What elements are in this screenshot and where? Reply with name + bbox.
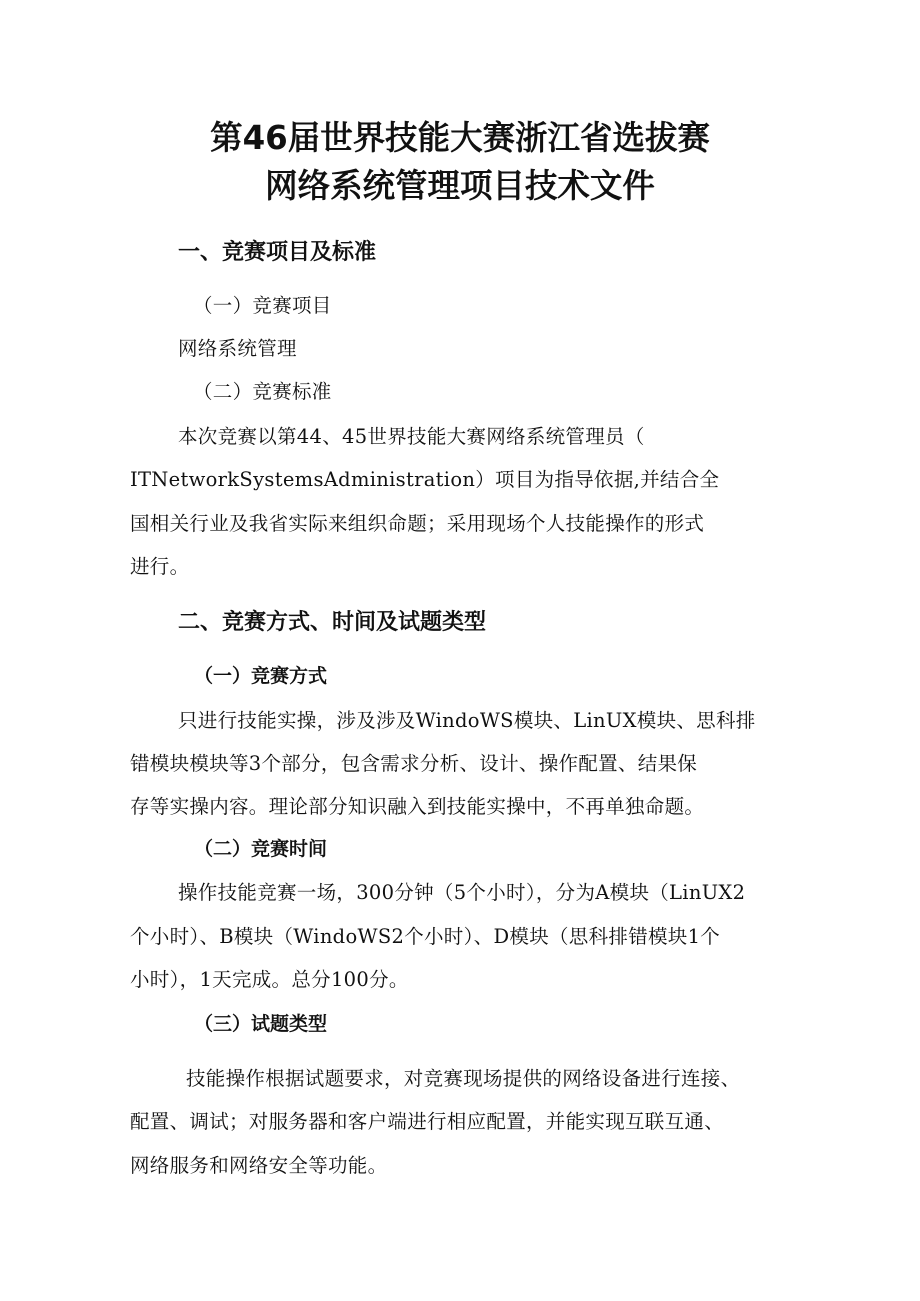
section-1-sub-1-heading: （一）竞赛项目 xyxy=(193,294,332,317)
paragraph-line: 错模块模块等3个部分，包含需求分析、设计、操作配置、结果保 xyxy=(130,752,698,775)
section-1-sub-2-heading: （二）竞赛标准 xyxy=(193,380,332,403)
paragraph-line: 小时），1天完成。总分100分。 xyxy=(130,968,409,991)
paragraph-line: ITNetworkSystemsAdministration）项目为指导依据,并结合全 xyxy=(130,468,720,491)
section-2-heading: 二、竞赛方式、时间及试题类型 xyxy=(178,610,487,635)
document-title-line-1: 第46届世界技能大赛浙江省选拔赛 xyxy=(210,118,710,157)
paragraph-line: 技能操作根据试题要求，对竞赛现场提供的网络设备进行连接、 xyxy=(186,1067,741,1090)
paragraph-line: 操作技能竞赛一场，300分钟（5个小时），分为A模块（LinUX2 xyxy=(178,881,746,904)
paragraph-line: 只进行技能实操，涉及涉及WindoWS模块、LinUX模块、思科排 xyxy=(178,709,756,732)
paragraph-line: 配置、调试；对服务器和客户端进行相应配置，并能实现互联互通、 xyxy=(130,1110,725,1133)
section-1-sub-1-text: 网络系统管理 xyxy=(178,337,297,360)
section-2-sub-1-heading: （一）竞赛方式 xyxy=(194,665,328,687)
section-2-sub-3-heading: （三）试题类型 xyxy=(194,1013,328,1035)
section-1-heading: 一、竞赛项目及标准 xyxy=(178,240,377,265)
paragraph-line: 网络服务和网络安全等功能。 xyxy=(130,1154,388,1177)
paragraph-line: 国相关行业及我省实际来组织命题；采用现场个人技能操作的形式 xyxy=(130,512,705,535)
paragraph-line: 个小时）、B模块（WindoWS2个小时）、D模块（思科排错模块1个 xyxy=(130,925,721,948)
paragraph-line: 进行。 xyxy=(130,555,190,578)
paragraph-line: 本次竞赛以第44、45世界技能大赛网络系统管理员（ xyxy=(178,425,645,448)
paragraph-line: 存等实操内容。理论部分知识融入到技能实操中，不再单独命题。 xyxy=(130,795,705,818)
document-title-line-2: 网络系统管理项目技术文件 xyxy=(265,166,655,205)
section-2-sub-2-heading: （二）竞赛时间 xyxy=(194,838,328,860)
